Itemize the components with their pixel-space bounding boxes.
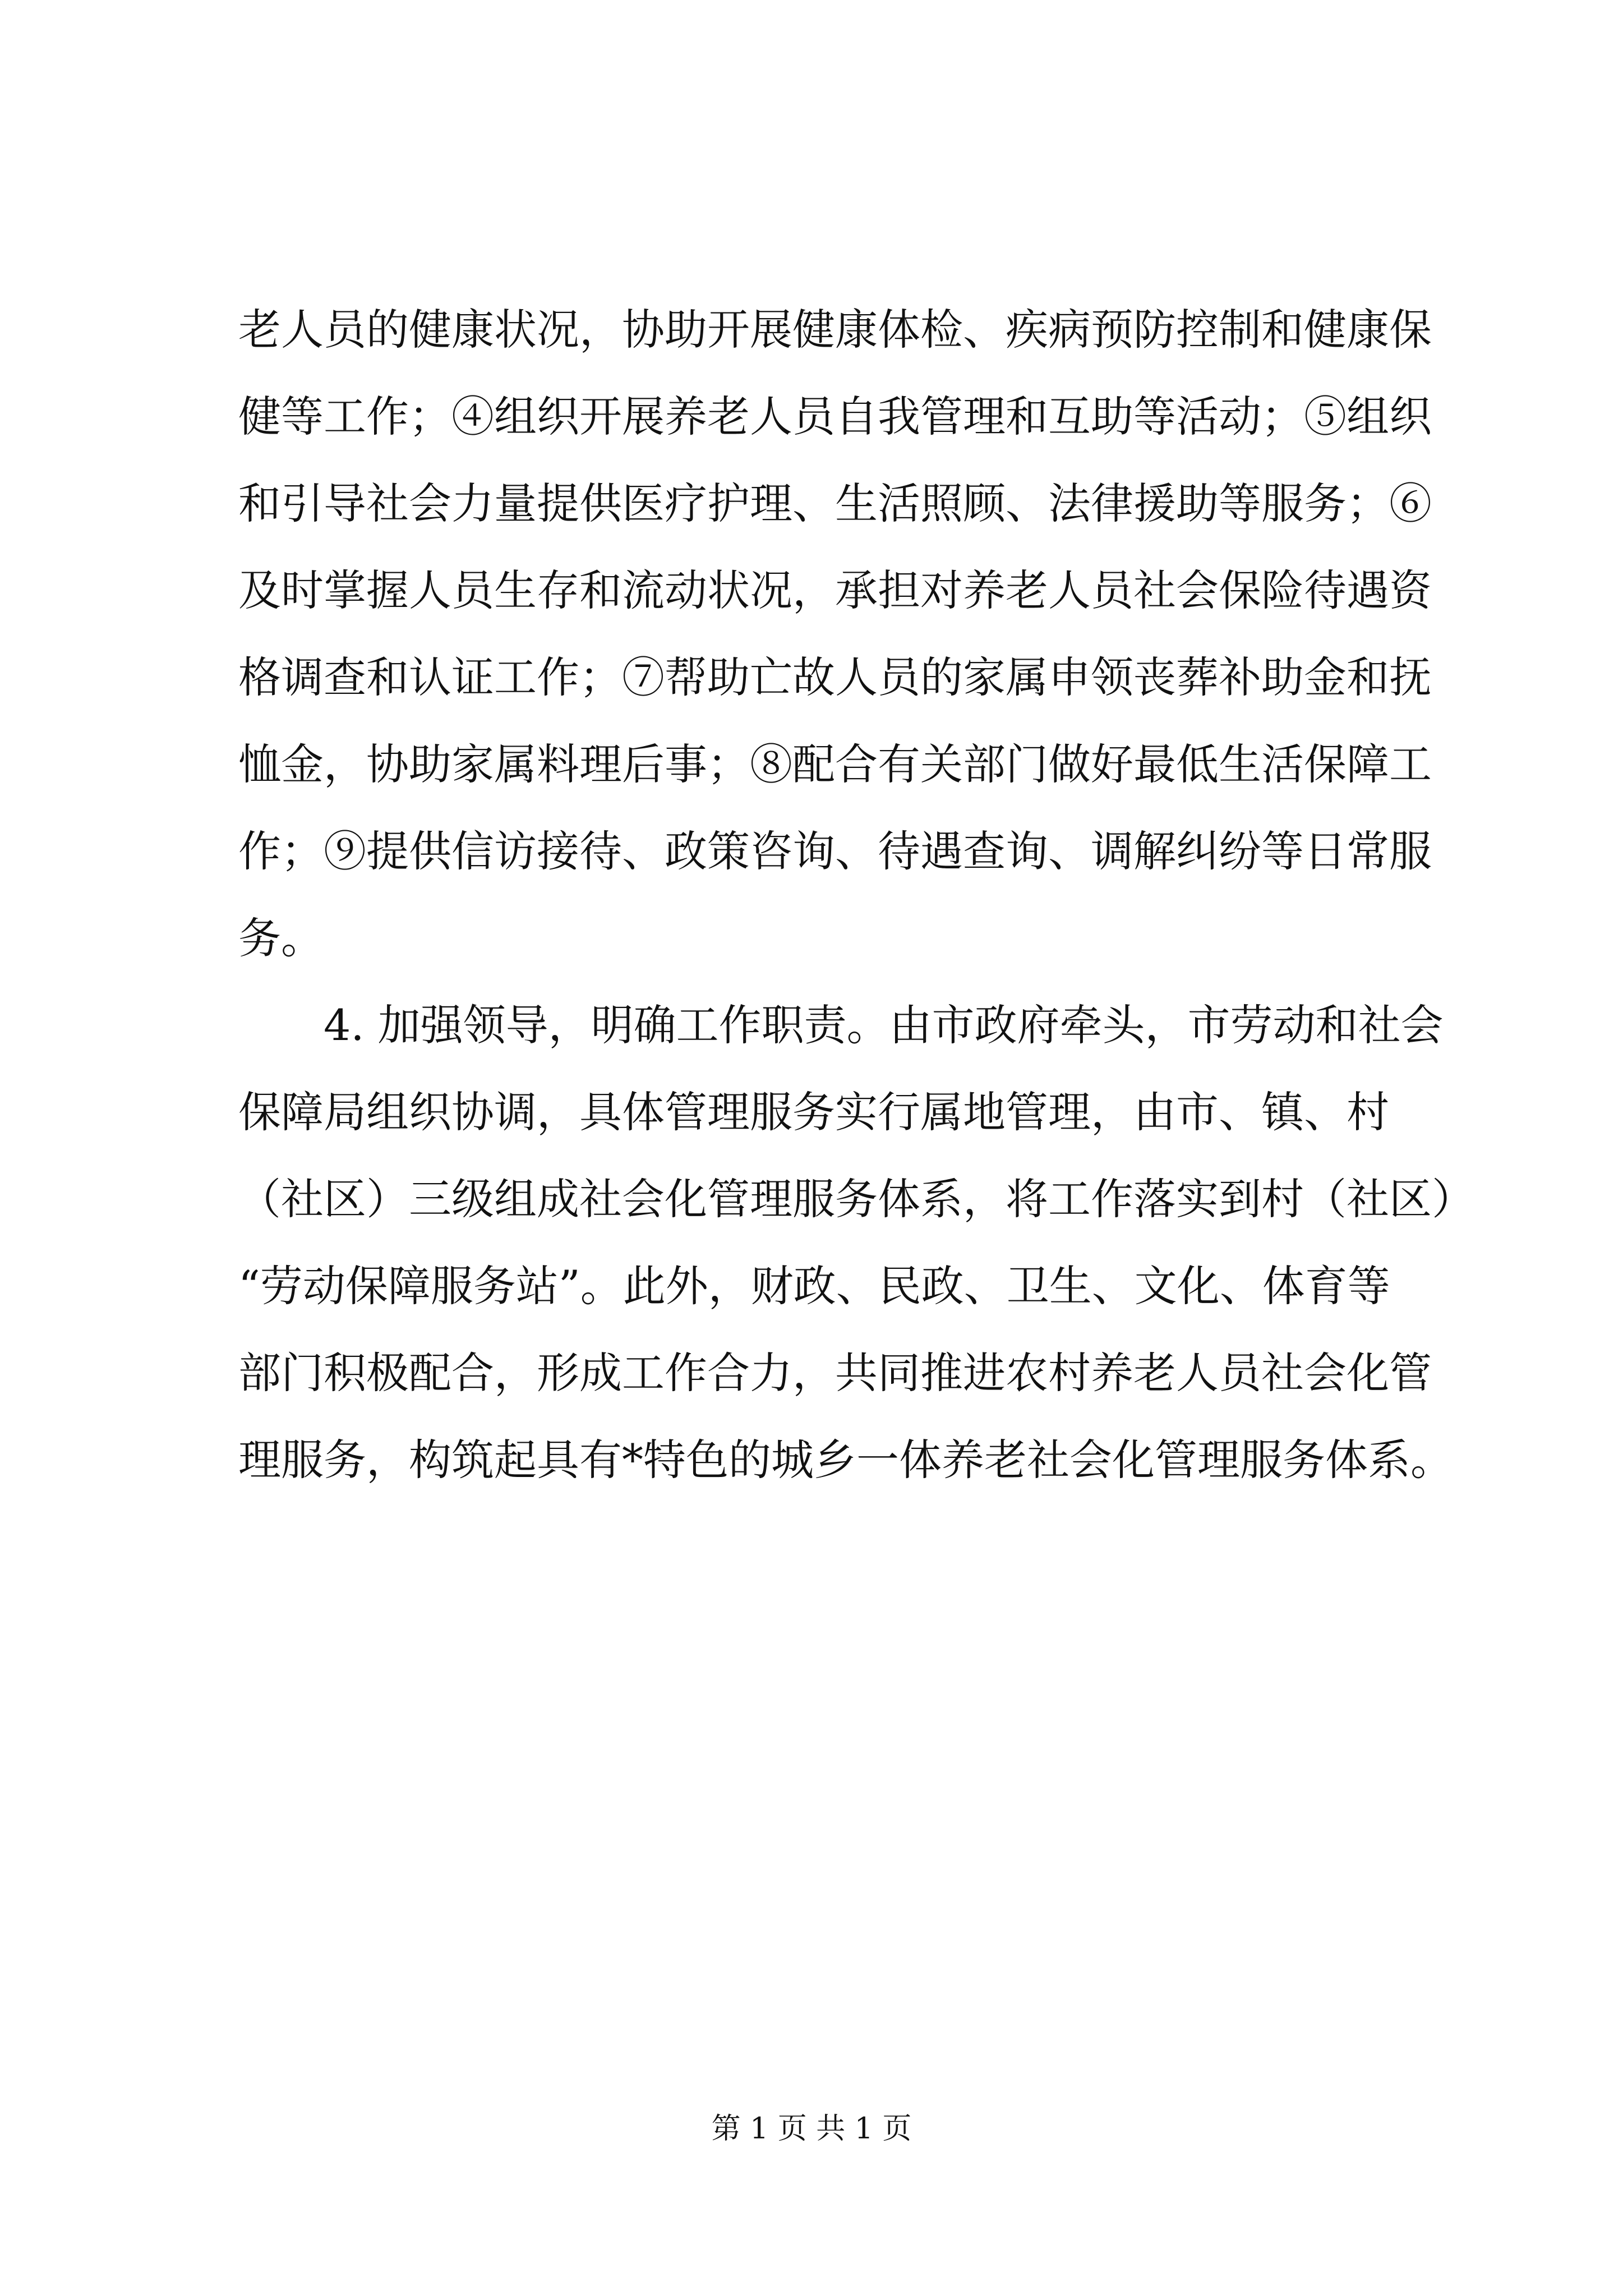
text-line: 作；⑨提供信访接待、政策咨询、待遇查询、调解纠纷等日常服 [238,826,1432,876]
text-line: 务。 [238,913,324,963]
text-line: 恤金，协助家属料理后事；⑧配合有关部门做好最低生活保障工 [238,739,1432,789]
page-footer: 第 1 页 共 1 页 [711,2112,912,2146]
text-line: 及时掌握人员生存和流动状况，承担对养老人员社会保险待遇资 [238,565,1432,615]
text-line: 老人员的健康状况，协助开展健康体检、疾病预防控制和健康保 [238,305,1432,355]
text-line: 理服务，构筑起具有*特色的城乡一体养老社会化管理服务体系。 [238,1435,1453,1485]
text-line: 健等工作；④组织开展养老人员自我管理和互助等活动；⑤组织 [238,392,1432,441]
text-line: 格调查和认证工作；⑦帮助亡故人员的家属申领丧葬补助金和抚 [238,652,1432,702]
body-text [238,286,1474,1503]
text-line: 和引导社会力量提供医疗护理、生活照顾、法律援助等服务；⑥ [238,478,1432,528]
text-line: 部门积极配合，形成工作合力，共同推进农村养老人员社会化管 [238,1348,1432,1398]
text-line: “劳动保障服务站”。此外，财政、民政、卫生、文化、体育等 [238,1261,1390,1311]
text-line: 4. 加强领导，明确工作职责。由市政府牵头，市劳动和社会 [238,1000,1444,1050]
text-line: （社区）三级组成社会化管理服务体系，将工作落实到村（社区） [238,1174,1474,1224]
text-line: 保障局组织协调，具体管理服务实行属地管理，由市、镇、村 [238,1087,1389,1137]
